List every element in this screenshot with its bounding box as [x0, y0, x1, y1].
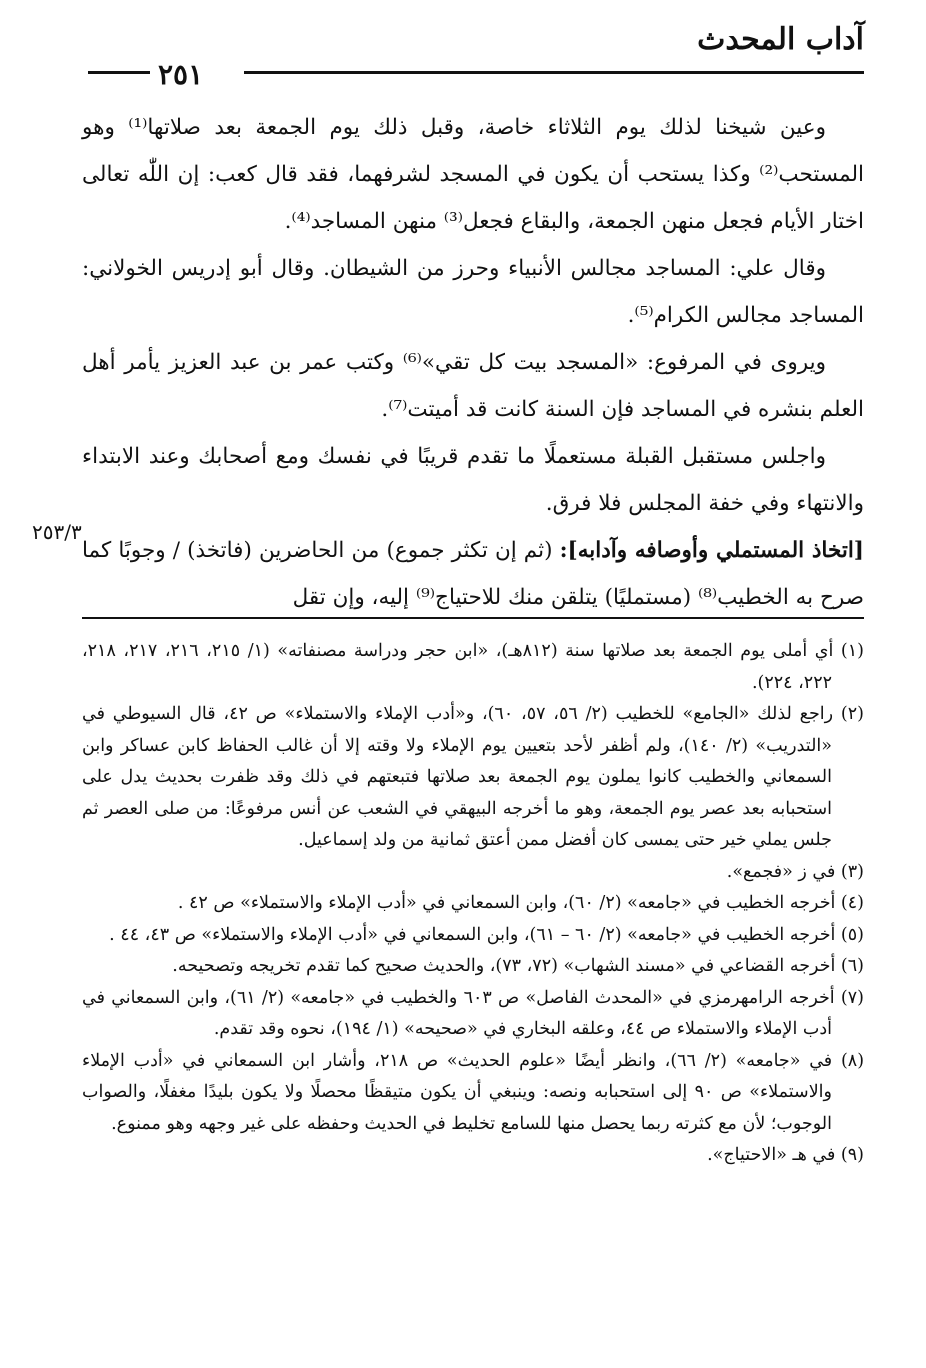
paragraph: وقال علي: المساجد مجالس الأنبياء وحرز من الشيطان. وقال أبو إدريس الخولاني: المساجد مجالس الكرام⁽⁵⁾. [82, 256, 864, 328]
main-text [82, 104, 864, 621]
footnote: (٩) في هـ «الاحتياج». [707, 1145, 864, 1165]
page-number: ٢٥١ [158, 58, 204, 91]
header-rule-right [244, 71, 864, 74]
paragraph-text: (ثم إن تكثر جموع) من الحاضرين (فاتخذ) / وجوبًا كما صرح به الخطيب⁽⁸⁾ (مستمليًا) يتلقن منك للاحتياج⁽⁹⁾ إليه، وإن تقل [82, 538, 864, 610]
footnote: (٣) في ز «فجمع». [726, 861, 864, 882]
paragraph: وعين شيخنا لذلك يوم الثلاثاء خاصة، وقبل ذلك يوم الجمعة بعد صلاتها⁽¹⁾ وهو المستحب⁽²⁾ وكذا يستحب أن يكون في المسجد لشرفهما، فقد قال كعب: إن اللّٰه تعالى اختار الأيام فجعل منهن الجمعة، والبقاع فجعل⁽³⁾ منهن المساجد⁽⁴⁾. [82, 115, 864, 234]
running-title: آداب المحدث [697, 22, 864, 57]
paragraph: ويروى في المرفوع: «المسجد بيت كل تقي»⁽⁶⁾ وكتب عمر بن عبد العزيز يأمر أهل العلم بنشره في المساجد فإن السنة كانت قد أميتت⁽⁷⁾. [82, 350, 864, 422]
footnote: (٢) راجع لذلك «الجامع» للخطيب (٢/ ٥٦، ٥٧، ٦٠)، و«أدب الإملاء والاستملاء» ص ٤٢، قال السيوطي في «التدريب» (٢/ ١٤٠)، ولم أظفر لأحد بتعيين يوم الإملاء ولا وقته إلا أن غالب الحفاظ كابن عساكر وابن السمعاني والخطيب كانوا يملون يوم الجمعة بعد صلاتها فتبعتهم في ذلك وقد ظفرت بحديث يدل على استحبابه بعد عصر يوم الجمعة، وهو ما أخرجه البيهقي في الشعب عن أنس مرفوعًا: من صلى العصر ثم جلس يملي خير حتى يمسى كان أفضل ممن أعتق ثمانية من ولد إسماعيل. [82, 704, 864, 850]
footnotes [82, 636, 864, 1172]
running-header [88, 22, 864, 91]
section-paragraph [82, 527, 864, 621]
header-rule-left [88, 71, 150, 74]
margin-reference: ٢٥٣/٣ [32, 520, 82, 544]
footnote: (٥) أخرجه الخطيب في «جامعه» (٢/ ٦٠ – ٦١)، وابن السمعاني في «أدب الإملاء والاستملاء» ص ٤٣، ٤٤ . [109, 924, 864, 945]
footnote: (٤) أخرجه الخطيب في «جامعه» (٢/ ٦٠)، وابن السمعاني في «أدب الإملاء والاستملاء» ص ٤٢ . [177, 893, 864, 913]
section-heading: [اتخاذ المستملي وأوصافه وآدابه]: [559, 538, 864, 563]
footnote: (٦) أخرجه القضاعي في «مسند الشهاب» (٧٢، ٧٣)، والحديث صحيح كما تقدم تخريجه وتصحيحه. [172, 956, 864, 976]
footnote-separator [82, 617, 864, 619]
footnote: (٨) في «جامعه» (٢/ ٦٦)، وانظر أيضًا «علوم الحديث» ص ٢١٨، وأشار ابن السمعاني في «أدب الإملاء والاستملاء» ص ٩٠ إلى استحبابه ونصه: وينبغي أن يكون متيقظًا محصلًا ولا يكون بليدًا مغفلًا، والصواب الوجوب؛ لأن مع كثرته ربما يحصل منها للسامع تخليط في الحديث وحفظه على غير وجهه وهو ممنوع. [82, 1050, 865, 1134]
footnote: (١) أي أملى يوم الجمعة بعد صلاتها سنة (٨١٢هـ)، «ابن حجر ودراسة مصنفاته» (١/ ٢١٥، ٢١٦، ٢١٧، ٢١٨، ٢٢٢، ٢٢٤). [82, 641, 864, 693]
paragraph: واجلس مستقبل القبلة مستعملًا ما تقدم قريبًا في نفسك ومع أصحابك وعند الابتداء والانتهاء وفي خفة المجلس فلا فرق. [82, 444, 864, 516]
footnote: (٧) أخرجه الرامهرمزي في «المحدث الفاصل» ص ٦٠٣ والخطيب في «جامعه» (٢/ ٦١)، وابن السمعاني في أدب الإملاء والاستملاء ص ٤٤، وعلقه البخاري في «صحيحه» (١/ ١٩٤)، نحوه وقد تقدم. [82, 987, 864, 1039]
